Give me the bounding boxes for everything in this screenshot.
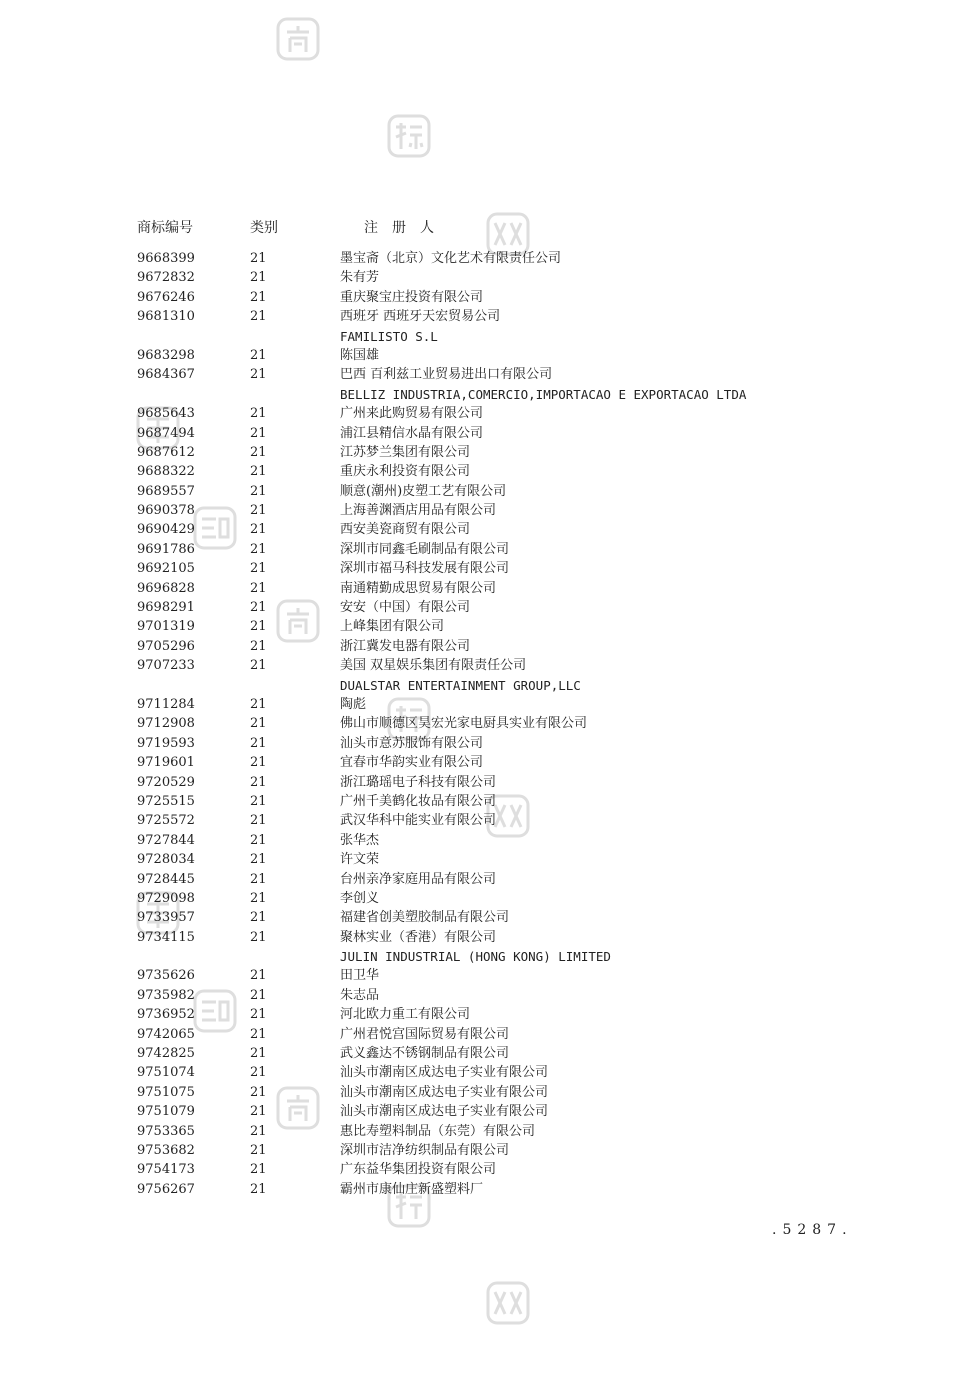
table-row <box>0 870 980 889</box>
registrant-name: 汕头市意苏服饰有限公司 <box>340 735 484 751</box>
table-row <box>0 346 980 365</box>
registrant-foreign-name: DUALSTAR ENTERTAINMENT GROUP,LLC <box>340 677 581 693</box>
trademark-number: 9756267 <box>137 1181 195 1197</box>
registrant-name: 浙江璐瑶电子科技有限公司 <box>340 774 497 790</box>
class-number: 21 <box>250 367 267 383</box>
trademark-number: 9707233 <box>137 658 195 674</box>
watermark-stamp-icon <box>485 1280 531 1326</box>
registrant-name: 聚林实业（香港）有限公司 <box>340 929 497 945</box>
class-number: 21 <box>250 561 267 577</box>
table-row <box>0 695 980 714</box>
registrant-name: 河北欧力重工有限公司 <box>340 1007 471 1023</box>
registrant-name: 许文荣 <box>340 852 380 868</box>
class-number: 21 <box>250 716 267 732</box>
class-number: 21 <box>250 793 267 809</box>
trademark-number: 9684367 <box>137 367 195 383</box>
registrant-name: 浙江冀发电器有限公司 <box>340 638 471 654</box>
trademark-number: 9687612 <box>137 444 195 460</box>
class-number: 21 <box>250 696 267 712</box>
trademark-number: 9689557 <box>137 483 195 499</box>
trademark-number: 9725515 <box>137 793 195 809</box>
trademark-number: 9719601 <box>137 755 195 771</box>
class-number: 21 <box>250 1104 267 1120</box>
registrant-name: 朱有芳 <box>340 270 380 286</box>
class-number: 21 <box>250 755 267 771</box>
trademark-number: 9688322 <box>137 464 195 480</box>
registrant-name: 汕头市潮南区成达电子实业有限公司 <box>340 1084 549 1100</box>
registrant-name: 广州来此购贸易有限公司 <box>340 406 484 422</box>
trademark-number: 9698291 <box>137 600 195 616</box>
class-number: 21 <box>250 1084 267 1100</box>
class-number: 21 <box>250 968 267 984</box>
table-row <box>0 385 980 404</box>
table-row <box>0 1005 980 1024</box>
trademark-number: 9729098 <box>137 890 195 906</box>
trademark-number: 9711284 <box>137 696 195 712</box>
table-row <box>0 753 980 772</box>
class-number: 21 <box>250 890 267 906</box>
table-row <box>0 1025 980 1044</box>
class-number: 21 <box>250 1162 267 1178</box>
table-row <box>0 928 980 947</box>
table-row <box>0 443 980 462</box>
trademark-number: 9753365 <box>137 1123 195 1139</box>
watermark-stamp-icon <box>275 16 321 62</box>
table-row <box>0 947 980 966</box>
registrant-name: 福建省创美塑胶制品有限公司 <box>340 910 510 926</box>
trademark-number: 9668399 <box>137 251 195 266</box>
trademark-number: 9742065 <box>137 1026 195 1042</box>
registrant-foreign-name: BELLIZ INDUSTRIA,COMERCIO,IMPORTACAO E EXPORTACAO LTDA <box>340 386 747 402</box>
table-row <box>0 365 980 384</box>
trademark-number: 9683298 <box>137 347 195 363</box>
class-number: 21 <box>250 929 267 945</box>
class-number: 21 <box>250 1142 267 1158</box>
trademark-number: 9735982 <box>137 987 195 1003</box>
class-number: 21 <box>250 425 267 441</box>
table-row <box>0 559 980 578</box>
registrant-name: 武义鑫达不锈钢制品有限公司 <box>340 1046 510 1062</box>
registrant-name: 佛山市顺德区昊宏光家电厨具实业有限公司 <box>340 716 588 732</box>
table-row <box>0 734 980 753</box>
table-row <box>0 288 980 307</box>
registrant-name: 陶彪 <box>340 696 367 712</box>
trademark-number: 9728445 <box>137 871 195 887</box>
table-row <box>0 1083 980 1102</box>
trademark-number: 9734115 <box>137 929 195 945</box>
table-row <box>0 404 980 423</box>
class-number: 21 <box>250 1065 267 1081</box>
class-number: 21 <box>250 852 267 868</box>
registrant-foreign-name: FAMILISTO S.L <box>340 328 438 344</box>
registrant-name: 宜春市华韵实业有限公司 <box>340 755 484 771</box>
table-row <box>0 986 980 1005</box>
registrant-name: 武汉华科中能实业有限公司 <box>340 813 497 829</box>
table-row <box>0 811 980 830</box>
registrant-name: 广州君悦宫国际贸易有限公司 <box>340 1026 510 1042</box>
trademark-number: 9701319 <box>137 619 195 635</box>
class-number: 21 <box>250 251 267 266</box>
table-row <box>0 1044 980 1063</box>
table-row <box>0 773 980 792</box>
registrant-name: 上海善渊酒店用品有限公司 <box>340 503 497 519</box>
registrant-name: 顺意(潮州)皮塑工艺有限公司 <box>340 483 507 499</box>
class-number: 21 <box>250 1123 267 1139</box>
class-number: 21 <box>250 483 267 499</box>
trademark-number: 9751074 <box>137 1065 195 1081</box>
registrant-name: 广东益华集团投资有限公司 <box>340 1162 497 1178</box>
registrant-name: 西安美瓷商贸有限公司 <box>340 522 471 538</box>
trademark-number: 9692105 <box>137 561 195 577</box>
registrant-name: 汕头市潮南区成达电子实业有限公司 <box>340 1065 549 1081</box>
registrant-name: 张华杰 <box>340 832 380 848</box>
header-class: 类别 <box>250 220 278 236</box>
registrant-name: 朱志品 <box>340 987 380 1003</box>
registrant-name: 深圳市福马科技发展有限公司 <box>340 561 510 577</box>
class-number: 21 <box>250 1046 267 1062</box>
trademark-number: 9681310 <box>137 309 195 325</box>
class-number: 21 <box>250 270 267 286</box>
trademark-number: 9676246 <box>137 289 195 305</box>
table-row <box>0 249 980 268</box>
table-row <box>0 676 980 695</box>
page-number: .5287. <box>772 1222 853 1238</box>
class-number: 21 <box>250 1181 267 1197</box>
class-number: 21 <box>250 638 267 654</box>
trademark-number: 9753682 <box>137 1142 195 1158</box>
registrant-name: 浦江县精信水晶有限公司 <box>340 425 484 441</box>
table-row <box>0 268 980 287</box>
class-number: 21 <box>250 541 267 557</box>
trademark-number: 9696828 <box>137 580 195 596</box>
header-registrant: 注册人 <box>364 220 448 236</box>
table-row <box>0 327 980 346</box>
class-number: 21 <box>250 658 267 674</box>
trademark-number: 9690378 <box>137 503 195 519</box>
table-row <box>0 462 980 481</box>
trademark-number: 9725572 <box>137 813 195 829</box>
trademark-table <box>0 249 980 1199</box>
table-row <box>0 598 980 617</box>
table-row <box>0 1141 980 1160</box>
registrant-name: 上峰集团有限公司 <box>340 619 445 635</box>
table-row <box>0 850 980 869</box>
registrant-name: 汕头市潮南区成达电子实业有限公司 <box>340 1104 549 1120</box>
trademark-number: 9690429 <box>137 522 195 538</box>
registrant-name: 台州亲净家庭用品有限公司 <box>340 871 497 887</box>
table-row <box>0 1122 980 1141</box>
class-number: 21 <box>250 464 267 480</box>
trademark-number: 9733957 <box>137 910 195 926</box>
registrant-name: 广州千美鹤化妆品有限公司 <box>340 793 497 809</box>
trademark-number: 9736952 <box>137 1007 195 1023</box>
registrant-foreign-name: JULIN INDUSTRIAL (HONG KONG) LIMITED <box>340 949 611 965</box>
table-row <box>0 540 980 559</box>
trademark-number: 9672832 <box>137 270 195 286</box>
watermark-stamp-icon <box>386 113 432 159</box>
registrant-name: 安安（中国）有限公司 <box>340 600 471 616</box>
table-row <box>0 501 980 520</box>
trademark-number: 9728034 <box>137 852 195 868</box>
class-number: 21 <box>250 813 267 829</box>
registrant-name: 陈国雄 <box>340 347 380 363</box>
table-row <box>0 579 980 598</box>
class-number: 21 <box>250 1026 267 1042</box>
class-number: 21 <box>250 522 267 538</box>
registrant-name: 田卫华 <box>340 968 380 984</box>
class-number: 21 <box>250 289 267 305</box>
table-row <box>0 714 980 733</box>
registrant-name: 重庆聚宝庄投资有限公司 <box>340 289 484 305</box>
trademark-number: 9742825 <box>137 1046 195 1062</box>
table-row <box>0 656 980 675</box>
trademark-number: 9751075 <box>137 1084 195 1100</box>
registrant-name: 惠比寿塑料制品（东莞）有限公司 <box>340 1123 536 1139</box>
trademark-number: 9687494 <box>137 425 195 441</box>
class-number: 21 <box>250 580 267 596</box>
registrant-name: 霸州市康仙庄新盛塑料厂 <box>340 1181 484 1197</box>
registrant-name: 李创义 <box>340 890 380 906</box>
trademark-number: 9691786 <box>137 541 195 557</box>
table-row <box>0 792 980 811</box>
registrant-name: 西班牙 西班牙天宏贸易公司 <box>340 309 501 325</box>
trademark-number: 9751079 <box>137 1104 195 1120</box>
class-number: 21 <box>250 619 267 635</box>
trademark-number: 9735626 <box>137 968 195 984</box>
class-number: 21 <box>250 1007 267 1023</box>
trademark-number: 9720529 <box>137 774 195 790</box>
registrant-name: 江苏梦兰集团有限公司 <box>340 444 471 460</box>
table-row <box>0 966 980 985</box>
registrant-name: 重庆永利投资有限公司 <box>340 464 471 480</box>
class-number: 21 <box>250 910 267 926</box>
class-number: 21 <box>250 871 267 887</box>
class-number: 21 <box>250 444 267 460</box>
table-row <box>0 831 980 850</box>
trademark-number: 9705296 <box>137 638 195 654</box>
table-row <box>0 482 980 501</box>
table-row <box>0 637 980 656</box>
trademark-number: 9727844 <box>137 832 195 848</box>
registrant-name: 美国 双星娱乐集团有限责任公司 <box>340 658 527 674</box>
header-trademark-number: 商标编号 <box>137 220 193 236</box>
class-number: 21 <box>250 600 267 616</box>
class-number: 21 <box>250 774 267 790</box>
trademark-number: 9719593 <box>137 735 195 751</box>
class-number: 21 <box>250 987 267 1003</box>
table-row <box>0 424 980 443</box>
class-number: 21 <box>250 503 267 519</box>
table-row <box>0 1102 980 1121</box>
table-row <box>0 1180 980 1199</box>
trademark-number: 9712908 <box>137 716 195 732</box>
registrant-name: 南通精勤成思贸易有限公司 <box>340 580 497 596</box>
table-row <box>0 617 980 636</box>
table-row <box>0 520 980 539</box>
class-number: 21 <box>250 347 267 363</box>
table-row <box>0 908 980 927</box>
registrant-name: 巴西 百利兹工业贸易进出口有限公司 <box>340 367 553 383</box>
registrant-name: 深圳市同鑫毛刷制品有限公司 <box>340 541 510 557</box>
class-number: 21 <box>250 832 267 848</box>
trademark-number: 9754173 <box>137 1162 195 1178</box>
table-row <box>0 1160 980 1179</box>
registrant-name: 深圳市洁净纺织制品有限公司 <box>340 1142 510 1158</box>
class-number: 21 <box>250 735 267 751</box>
table-row <box>0 889 980 908</box>
class-number: 21 <box>250 309 267 325</box>
registrant-name: 墨宝斋（北京）文化艺术有限责任公司 <box>340 251 562 266</box>
table-row <box>0 307 980 326</box>
class-number: 21 <box>250 406 267 422</box>
table-row <box>0 1063 980 1082</box>
trademark-number: 9685643 <box>137 406 195 422</box>
